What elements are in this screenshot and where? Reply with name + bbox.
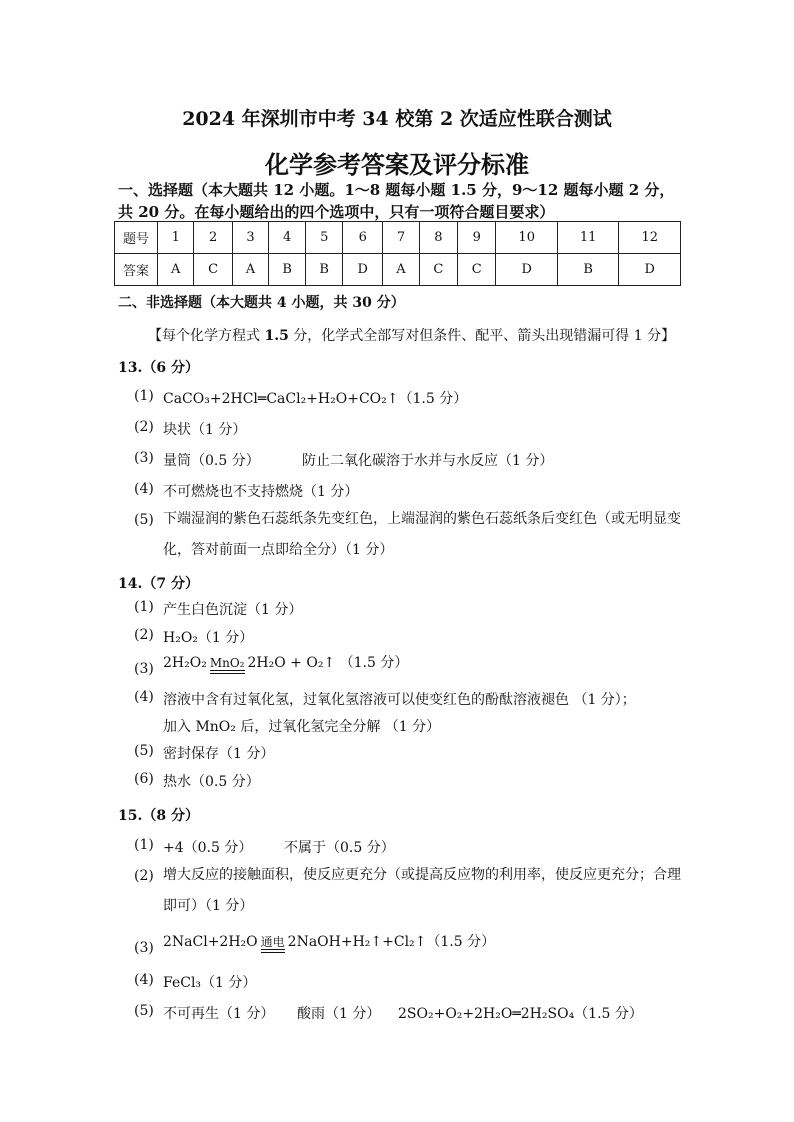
equals-sign (210, 670, 245, 674)
table-cell: D (619, 254, 681, 286)
q15-item1-num: (1) (134, 837, 154, 853)
q13-item4-num: (4) (134, 481, 154, 497)
q13-item3-num: (3) (134, 450, 154, 466)
table-cell: C (458, 254, 496, 286)
equals-sign (261, 949, 285, 953)
q13-item2-text: 块状（1 分） (163, 422, 247, 438)
document-title: 2024 年深圳市中考 34 校第 2 次适应性联合测试 (182, 108, 612, 130)
table-cell: A (383, 254, 419, 286)
row-label-number: 题号 (115, 222, 158, 254)
table-cell: 4 (269, 222, 306, 254)
q14-item2-text: H₂O₂（1 分） (163, 630, 254, 646)
condition-text: 通电 (260, 935, 285, 949)
table-cell: D (343, 254, 383, 286)
table-row-numbers (115, 222, 681, 254)
q14-item4-text: 溶液中含有过氧化氢，过氧化氢溶液可以使变红色的酚酞溶液褪色 （1 分）； (163, 692, 636, 708)
q15-item2-num: (2) (134, 868, 154, 884)
q15-item5-num: (5) (134, 1003, 154, 1019)
reaction-condition (261, 936, 285, 953)
q14-heading: 14.（7 分） (118, 576, 199, 592)
table-cell: B (557, 254, 618, 286)
q15-item1-text: +4（0.5 分） (163, 840, 253, 856)
table-cell: 6 (343, 222, 383, 254)
table-cell: 5 (306, 222, 343, 254)
table-cell: C (194, 254, 232, 286)
row-label-answer: 答案 (115, 254, 158, 286)
q14-item1-num: (1) (134, 599, 154, 615)
table-cell: A (232, 254, 268, 286)
table-cell: D (496, 254, 557, 286)
q15-item4-num: (4) (134, 972, 154, 988)
q13-item3-text: 量筒（0.5 分） (163, 453, 260, 469)
section2-heading: 二、非选择题（本大题共 4 小题，共 30 分） (118, 295, 405, 311)
table-cell: 9 (458, 222, 496, 254)
eq-right: 2H₂O + O₂↑ （1.5 分） (247, 655, 409, 671)
eq-right: 2NaOH+H₂↑+Cl₂↑（1.5 分） (287, 934, 496, 950)
q13-heading: 13.（6 分） (118, 360, 199, 376)
q14-item5-num: (5) (134, 743, 154, 759)
table-cell: C (419, 254, 457, 286)
q13-item4-text: 不可燃烧也不支持燃烧（1 分） (163, 484, 359, 500)
q15-item5-text2: 酸雨（1 分） (297, 1006, 381, 1022)
section1-heading: 一、选择题（本大题共 12 小题。1～8 题每小题 1.5 分，9～12 题每小题 2 分，共 20 分。在每小题给出的四个选项中，只有一项符合题目要求） (118, 181, 675, 221)
q14-item3-equation (163, 652, 408, 674)
document-subtitle: 化学参考答案及评分标准 (265, 150, 529, 179)
reaction-condition (210, 657, 245, 674)
scoring-note (148, 325, 675, 345)
table-cell: 11 (557, 222, 618, 254)
q13-item5-text: 下端湿润的紫色石蕊纸条先变红色，上端湿润的紫色石蕊纸条后变红色（或无明显变化，答对前面一点即给全分）（1 分） (163, 511, 681, 558)
table-cell: 10 (496, 222, 557, 254)
q13-item3-text2: 防止二氧化碳溶于水并与水反应（1 分） (302, 453, 554, 469)
q14-item6-num: (6) (134, 771, 154, 787)
table-cell: B (269, 254, 306, 286)
q14-item1-text: 产生白色沉淀（1 分） (163, 602, 303, 618)
table-cell: 2 (194, 222, 232, 254)
q13-item5-num: (5) (134, 512, 154, 528)
table-cell: 12 (619, 222, 681, 254)
q15-item3-num: (3) (134, 940, 154, 956)
q15-item5-text3: 2SO₂+O₂+2H₂O═2H₂SO₄（1.5 分） (398, 1006, 643, 1022)
note-text: 【每个化学方程式 (148, 328, 265, 344)
note-bold: 1.5 (264, 328, 289, 344)
q15-item1-text2: 不属于（0.5 分） (284, 840, 395, 856)
q13-item1-equation: CaCO₃+2HCl═CaCl₂+H₂O+CO₂↑（1.5 分） (163, 391, 468, 407)
q14-item5-text: 密封保存（1 分） (163, 746, 275, 762)
table-cell: B (306, 254, 343, 286)
q14-item4-num: (4) (134, 689, 154, 705)
q15-item4-text: FeCl₃（1 分） (163, 975, 257, 991)
answer-table (114, 221, 681, 286)
table-cell: 3 (232, 222, 268, 254)
q13-item2-num: (2) (134, 419, 154, 435)
q14-item4-text2: 加入 MnO₂ 后，过氧化氢完全分解 （1 分） (163, 719, 441, 735)
q15-item2-text: 增大反应的接触面积，使反应更充分（或提高反应物的利用率，使反应更充分；合理即可）（1 分） (163, 867, 681, 914)
table-cell: 1 (158, 222, 194, 254)
q15-item5-text: 不可再生（1 分） (163, 1006, 275, 1022)
q14-item2-num: (2) (134, 627, 154, 643)
q15-heading: 15.（8 分） (118, 808, 199, 824)
table-cell: A (158, 254, 194, 286)
q14-item3-num: (3) (134, 661, 154, 677)
q13-item1-num: (1) (134, 388, 154, 404)
condition-text: MnO₂ (209, 656, 245, 670)
table-cell: 8 (419, 222, 457, 254)
note-text: 分，化学式全部写对但条件、配平、箭头出现错漏可得 1 分】 (288, 328, 676, 344)
table-row-answers (115, 254, 681, 286)
eq-left: 2H₂O₂ (163, 655, 207, 671)
q15-item3-equation (163, 931, 495, 953)
q14-item6-text: 热水（0.5 分） (163, 774, 260, 790)
table-cell: 7 (383, 222, 419, 254)
eq-left: 2NaCl+2H₂O (163, 934, 258, 950)
